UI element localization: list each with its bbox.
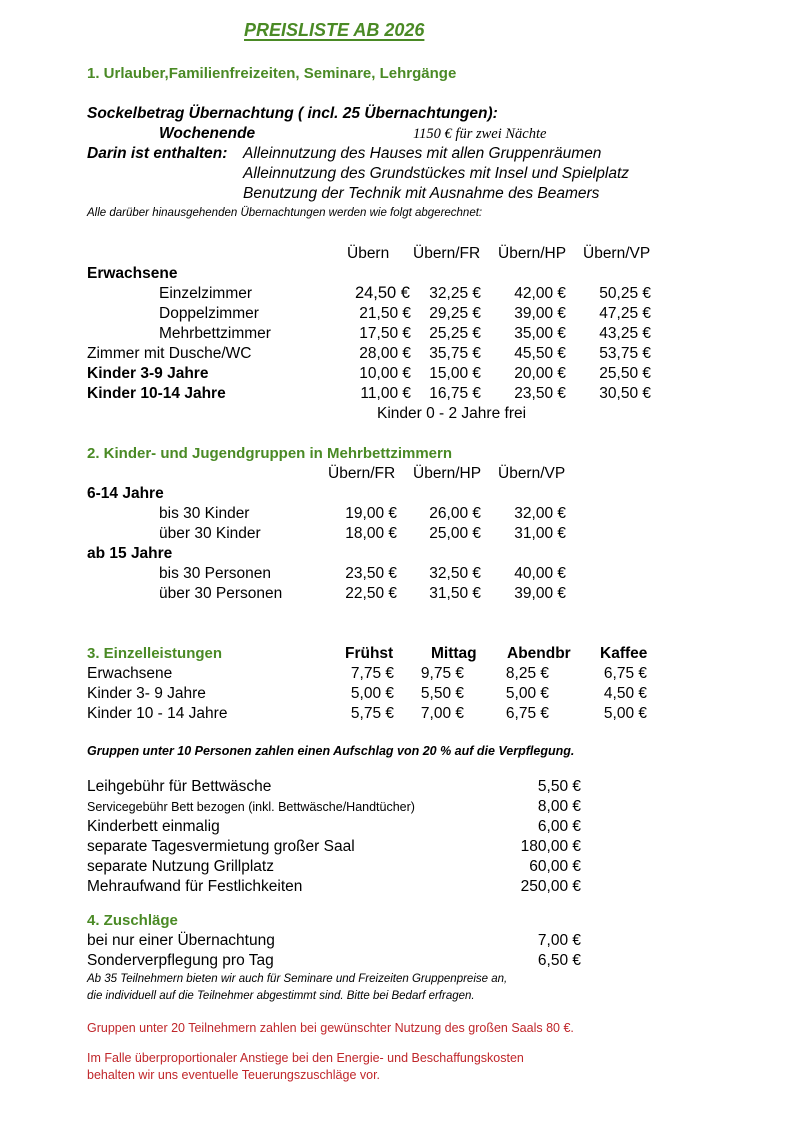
fee-label: Servicegebühr Bett bezogen (inkl. Bettwäsche/Handtücher) [87,800,415,814]
surcharge-label: bei nur einer Übernachtung [87,932,275,949]
price-cell: 39,00 € [514,585,566,602]
price-cell: 5,75 € [350,705,394,722]
column-header: Übern/VP [498,465,566,482]
weekend-label: Wochenende [159,125,256,142]
column-header: Übern/FR [328,465,396,482]
price-cell: 19,00 € [345,505,397,522]
price-cell: 35,00 € [514,325,566,342]
row-label: über 30 Kinder [159,525,261,542]
group-label-adults: Erwachsene [87,265,178,282]
table-row [0,305,795,325]
price-cell: 21,50 € [359,305,411,322]
fee-label: Mehraufwand für Festlichkeiten [87,878,303,895]
fee-row [0,818,795,838]
surcharge-row [0,952,795,972]
price-cell: 26,00 € [429,505,481,522]
hall-usage-note: Gruppen unter 20 Teilnehmern zahlen bei gewünschter Nutzung des großen Saals 80 €. [87,1021,574,1035]
included-item: Alleinnutzung des Hauses mit allen Gruppenräumen [243,145,602,162]
price-cell: 5,00 € [505,685,549,702]
price-cell: 7,00 € [420,705,464,722]
fee-value: 180,00 € [520,838,581,855]
price-cell: 24,50 € [354,284,410,302]
group-label: 6-14 Jahre [87,485,164,502]
price-cell: 4,50 € [603,685,647,702]
price-cell: 53,75 € [599,345,651,362]
column-header: Übern/FR [413,245,481,262]
column-header: Mittag [431,645,477,662]
section-4-heading: 4. Zuschläge [87,912,178,929]
group-price-note: Ab 35 Teilnehmern bieten wir auch für Seminare und Freizeiten Gruppenpreise an, [87,973,508,985]
price-cell: 43,25 € [599,325,651,342]
price-cell: 39,00 € [514,305,566,322]
section-2-heading: 2. Kinder- und Jugendgruppen in Mehrbettzimmern [87,445,453,462]
column-header: Übern/HP [413,465,482,482]
price-cell: 25,50 € [599,365,651,382]
table-row [0,685,795,705]
price-cell: 10,00 € [359,365,411,382]
page-title: PREISLISTE AB 2026 [244,20,425,40]
row-label: Kinder 10 - 14 Jahre [87,705,228,722]
row-label: über 30 Personen [159,585,283,602]
fee-row [0,778,795,798]
section-3-heading: 3. Einzelleistungen [87,645,223,662]
price-cell: 6,75 € [505,705,549,722]
price-cell: 47,25 € [599,305,651,322]
base-amount-label: Sockelbetrag Übernachtung ( incl. 25 Übernachtungen): [87,105,498,122]
price-cell: 6,75 € [603,665,647,682]
price-cell: 16,75 € [429,385,481,402]
price-cell: 35,75 € [429,345,481,362]
surcharge-value: 6,50 € [537,952,581,969]
price-cell: 25,00 € [429,525,481,542]
price-cell: 23,50 € [514,385,566,402]
price-cell: 28,00 € [359,345,411,362]
column-header: Abendbr [507,645,571,662]
table-row [0,505,795,525]
price-cell: 32,25 € [429,285,481,302]
price-cell: 9,75 € [420,665,464,682]
price-cell: 15,00 € [429,365,481,382]
price-cell: 31,00 € [514,525,566,542]
fee-row [0,798,795,818]
column-header: Frühst [345,645,394,662]
energy-cost-note: Im Falle überproportionaler Anstiege bei den Energie- und Beschaffungskosten [87,1051,524,1065]
fee-value: 250,00 € [520,878,581,895]
price-cell: 32,50 € [429,565,481,582]
price-cell: 45,50 € [514,345,566,362]
table-row [0,705,795,725]
price-cell: 40,00 € [514,565,566,582]
row-label: Kinder 3- 9 Jahre [87,685,206,702]
fee-row [0,878,795,898]
column-header: Übern/VP [583,245,651,262]
table-row [0,285,795,305]
row-label: Zimmer mit Dusche/WC [87,345,252,362]
price-cell: 20,00 € [514,365,566,382]
row-label: Mehrbettzimmer [159,325,271,342]
table-row [0,565,795,585]
price-cell: 30,50 € [599,385,651,402]
price-cell: 5,00 € [350,685,394,702]
price-cell: 11,00 € [360,385,411,402]
price-cell: 8,25 € [505,665,549,682]
table-row [0,345,795,365]
price-cell: 31,50 € [429,585,481,602]
row-label: Kinder 10-14 Jahre [87,385,226,402]
price-cell: 29,25 € [429,305,481,322]
price-cell: 5,50 € [420,685,464,702]
included-item: Alleinnutzung des Grundstückes mit Insel und Spielplatz [243,165,629,182]
row-label: Einzelzimmer [159,285,253,302]
row-label: Doppelzimmer [159,305,259,322]
price-cell: 50,25 € [599,285,651,302]
fee-label: Kinderbett einmalig [87,818,220,835]
included-item: Benutzung der Technik mit Ausnahme des Beamers [243,185,600,202]
column-header: Übern [347,245,390,262]
fee-value: 5,50 € [537,778,581,795]
meal-surcharge-note: Gruppen unter 10 Personen zahlen einen Aufschlag von 20 % auf die Verpflegung. [87,744,575,758]
price-cell: 42,00 € [514,285,566,302]
price-cell: 7,75 € [350,665,394,682]
fee-label: Leihgebühr für Bettwäsche [87,778,272,795]
surcharge-row [0,932,795,952]
energy-cost-note: behalten wir uns eventuelle Teuerungszuschläge vor. [87,1068,381,1082]
group-price-note: die individuell auf die Teilnehmer abgestimmt sind. Bitte bei Bedarf erfragen. [87,990,475,1002]
row-label: Kinder 3-9 Jahre [87,365,209,382]
price-cell: 22,50 € [345,585,397,602]
table-row [0,665,795,685]
fee-value: 8,00 € [537,798,581,815]
fee-label: separate Tagesvermietung großer Saal [87,838,355,855]
column-header: Übern/HP [498,245,567,262]
surcharge-label: Sonderverpflegung pro Tag [87,952,274,969]
fee-value: 60,00 € [529,858,581,875]
table-row [0,385,795,405]
free-children-note: Kinder 0 - 2 Jahre frei [377,405,527,422]
price-cell: 18,00 € [345,525,397,542]
fee-row [0,858,795,878]
row-label: Erwachsene [87,665,173,682]
included-label: Darin ist enthalten: [87,145,228,162]
surcharge-value: 7,00 € [537,932,581,949]
price-cell: 5,00 € [603,705,647,722]
row-label: bis 30 Kinder [159,505,250,522]
price-cell: 17,50 € [359,325,411,342]
price-cell: 23,50 € [345,565,397,582]
table-row [0,585,795,605]
weekend-price: 1150 € für zwei Nächte [413,126,547,142]
price-cell: 25,25 € [429,325,481,342]
section-1-heading: 1. Urlauber,Familienfreizeiten, Seminare, Lehrgänge [87,65,457,82]
fee-label: separate Nutzung Grillplatz [87,858,274,875]
table-row [0,525,795,545]
column-header: Kaffee [600,645,648,662]
table-row [0,325,795,345]
group-label: ab 15 Jahre [87,545,173,562]
table-row [0,365,795,385]
fee-value: 6,00 € [537,818,581,835]
fee-row [0,838,795,858]
row-label: bis 30 Personen [159,565,272,582]
price-cell: 32,00 € [514,505,566,522]
section-1-note: Alle darüber hinausgehenden Übernachtungen werden wie folgt abgerechnet: [87,207,483,219]
